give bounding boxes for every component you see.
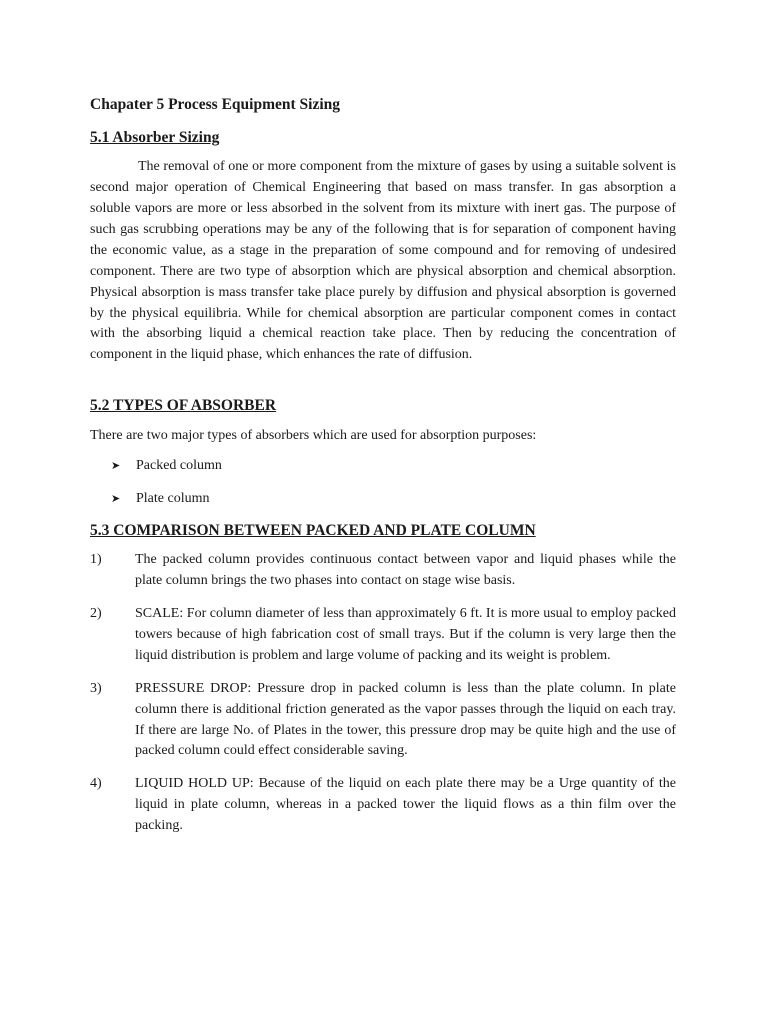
list-item [90,604,676,667]
absorber-types-list [90,456,676,510]
item-number: 3) [90,680,102,696]
item-number: 4) [90,776,102,792]
list-item [90,679,676,763]
arrowhead-bullet-icon: ➤ [111,491,121,505]
item-text: PRESSURE DROP: Pressure drop in packed column is less than the plate column. In plate column there is additional friction generated as the vapor passes through the liquid on each tray. If there are large No. of Plates in the tower, this pressure drop may be quite high and the use of packed column could effect considerable saving. [135,680,676,759]
item-number: 2) [90,605,102,621]
list-item-text: Plate column [136,490,210,506]
section-5-2-heading: 5.2 TYPES OF ABSORBER [90,397,277,415]
spacer [90,366,676,397]
arrowhead-bullet-icon: ➤ [111,458,121,472]
item-text: SCALE: For column diameter of less than approximately 6 ft. It is more usual to employ packed towers because of high fabrication cost of small trays. But if the column is very large then the liquid distribution is problem and large volume of packing and its weight is problem. [135,605,676,663]
section-5-2-intro: There are two major types of absorbers which are used for absorption purposes: [90,427,537,443]
chapter-title: Chapater 5 Process Equipment Sizing [90,96,341,113]
list-item [90,550,676,592]
list-item-text: Packed column [136,457,222,473]
list-item [111,489,676,510]
section-5-1-heading: 5.1 Absorber Sizing [90,128,220,146]
section-5-3-heading: 5.3 COMPARISON BETWEEN PACKED AND PLATE COLUMN [90,521,536,539]
item-number: 1) [90,552,102,568]
list-item [90,774,676,837]
section-5-1-paragraph: The removal of one or more component from the mixture of gases by using a suitable solvent is second major operation of Chemical Engineering that based on mass transfer. In gas absorption a soluble vapors are more or less absorbed in the solvent from its mixture with inert gas. The purpose of such gas scrubbing operations may be any of the following that is for separation of component having the economic value, as a stage in the preparation of some compound and for removing of undesired component. There are two type of absorption which are physical absorption and chemical absorption. Physical absorption is mass transfer take place purely by diffusion and physical absorption is governed by the physical equilibria. While for chemical absorption are particular component comes in contact with the absorbing liquid a chemical reaction take place. Then by reducing the concentration of component in the liquid phase, which enhances the rate of diffusion. [90,159,676,363]
comparison-list [90,550,676,837]
list-item [111,456,676,477]
item-text: The packed column provides continuous contact between vapor and liquid phases while the plate column brings the two phases into contact on stage wise basis. [135,552,676,589]
item-text: LIQUID HOLD UP: Because of the liquid on each plate there may be a Urge quantity of the liquid in plate column, whereas in a packed tower the liquid flows as a thin film over the packing. [135,776,676,834]
